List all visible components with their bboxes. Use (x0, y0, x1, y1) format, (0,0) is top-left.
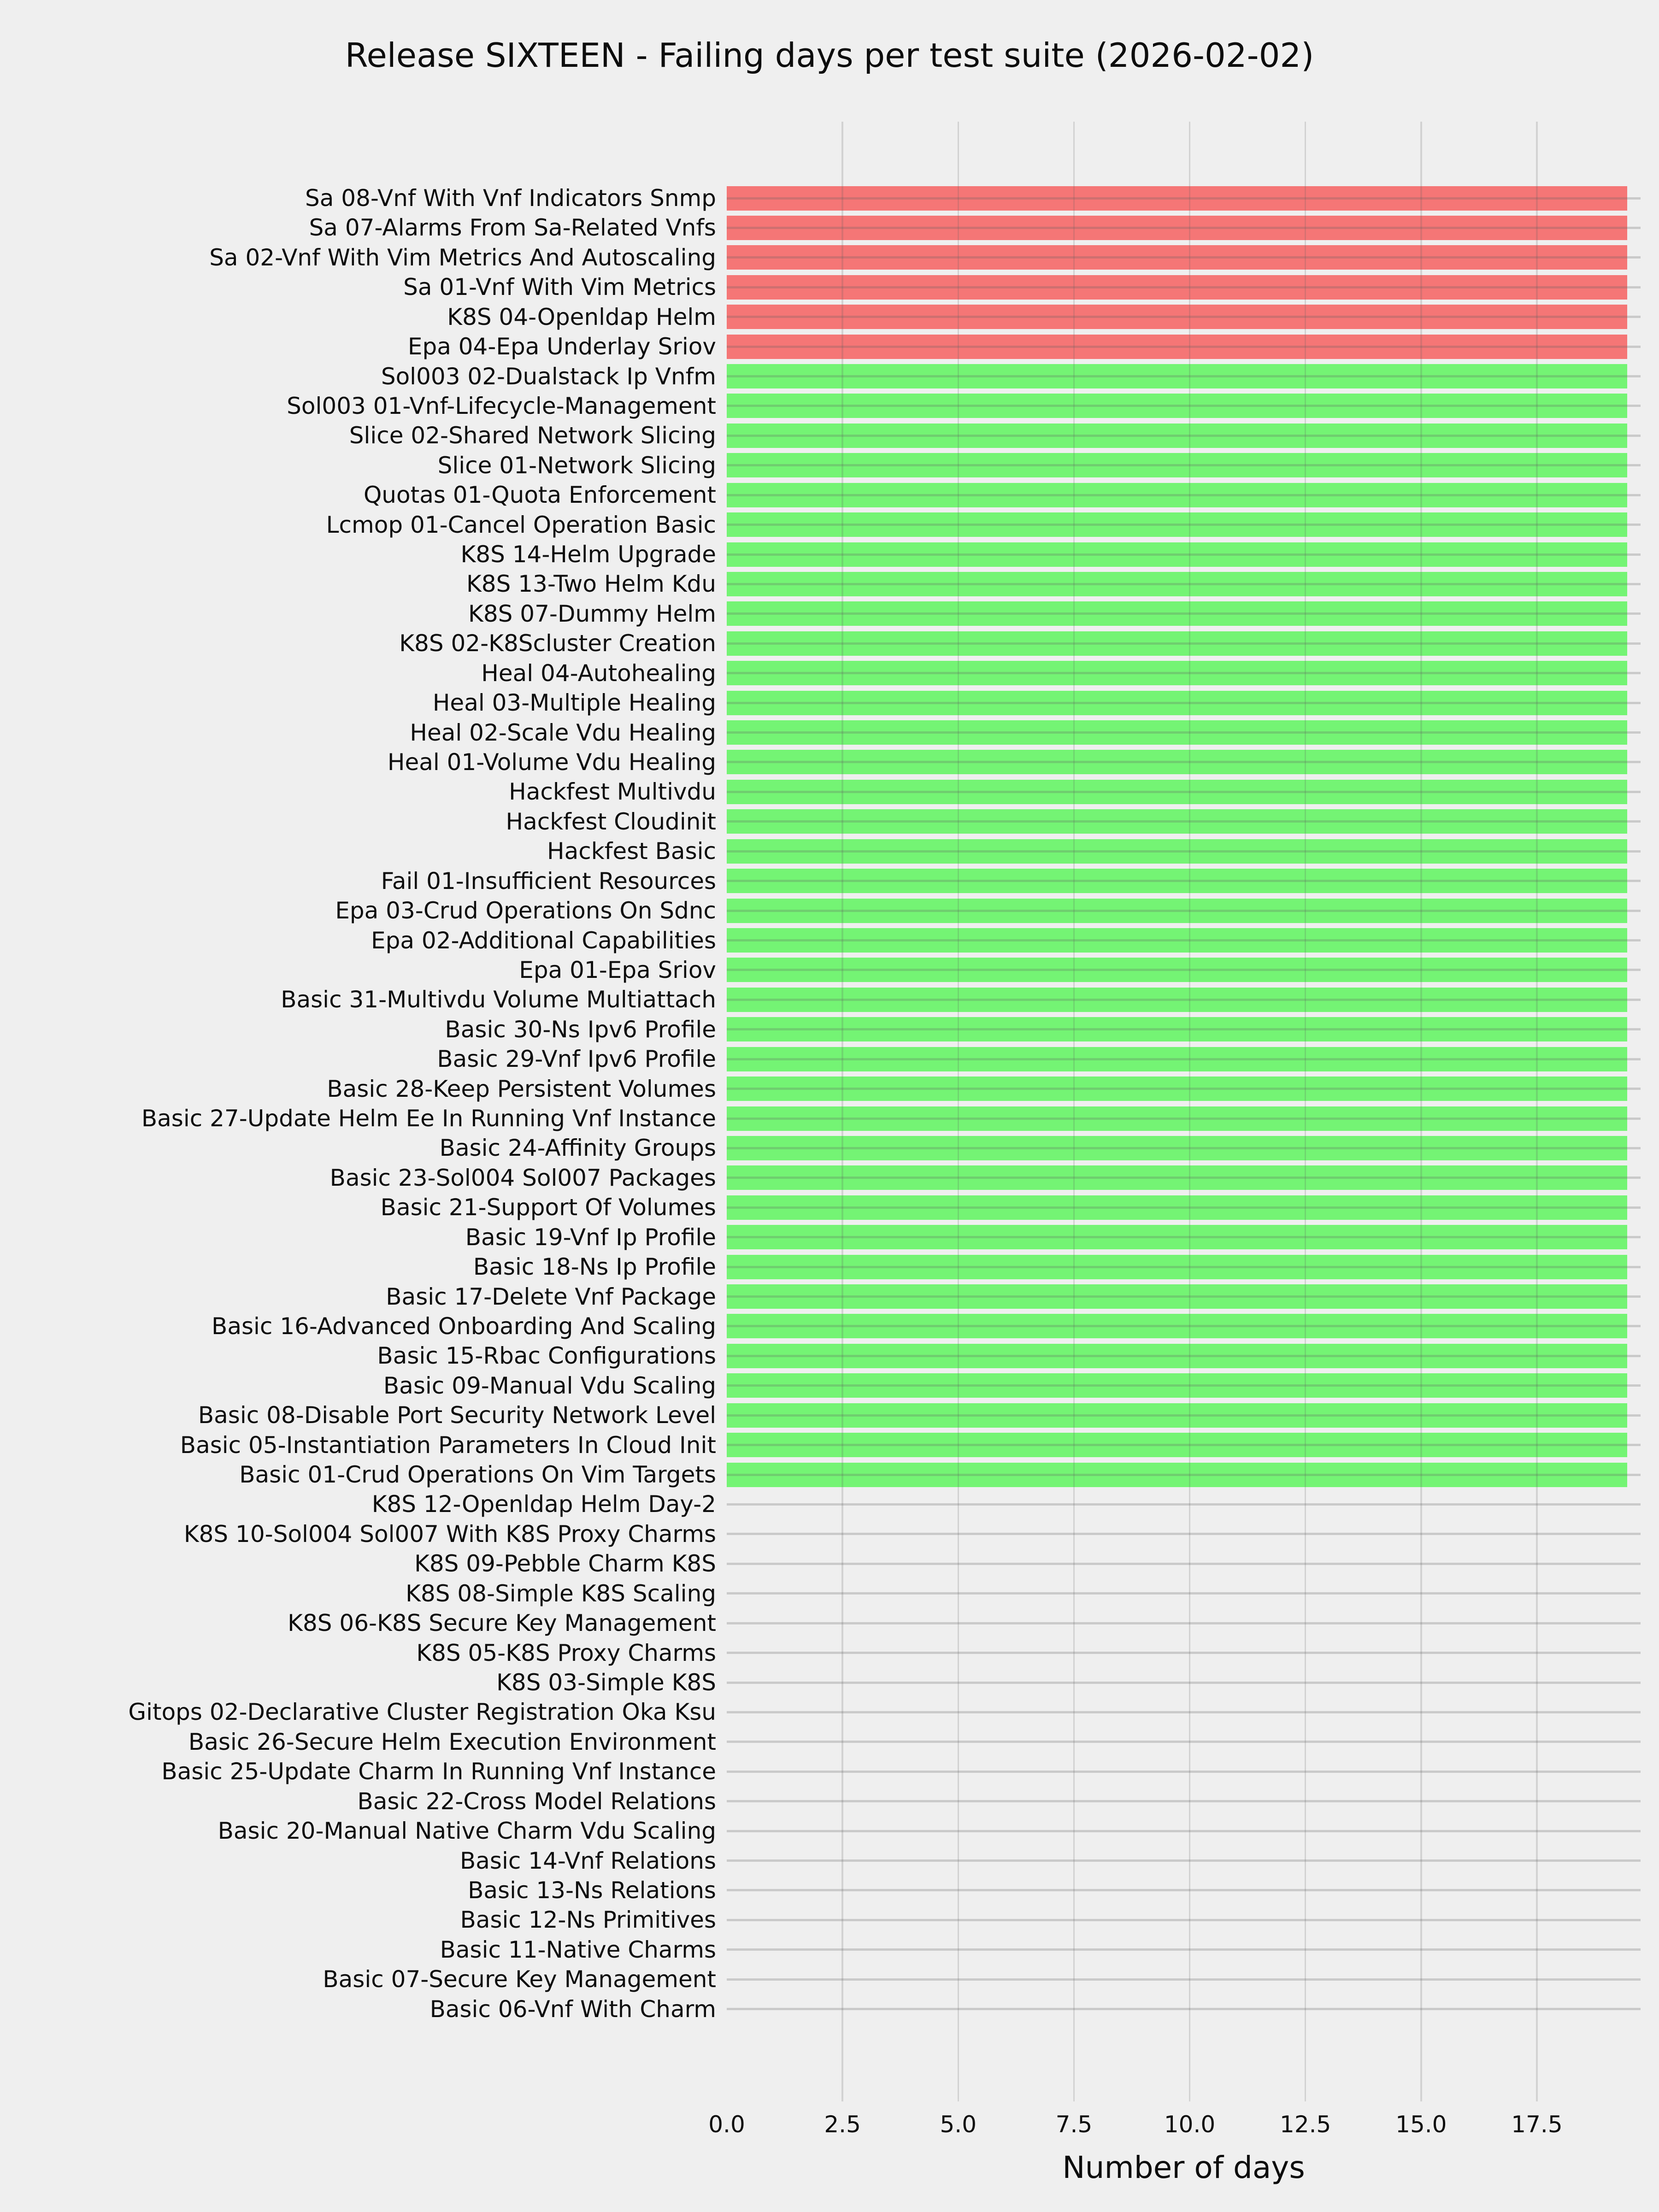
y-gridline (727, 1741, 1641, 1743)
y-gridline (727, 405, 1641, 407)
y-gridline (727, 375, 1641, 377)
y-tick-label: K8S 07-Dummy Helm (468, 600, 716, 627)
y-gridline (727, 1028, 1641, 1030)
y-gridline (727, 1563, 1641, 1565)
y-tick-label: Basic 24-Affinity Groups (439, 1135, 716, 1162)
y-gridline (727, 1622, 1641, 1624)
y-tick-label: Basic 27-Update Helm Ee In Running Vnf Instance (141, 1105, 716, 1132)
y-gridline (727, 1355, 1641, 1357)
x-tick-label: 10.0 (1164, 2111, 1216, 2138)
y-gridline (727, 1384, 1641, 1387)
y-tick-label: Basic 07-Secure Key Management (323, 1966, 716, 1993)
y-tick-label: K8S 05-K8S Proxy Charms (416, 1639, 716, 1666)
y-tick-label: Heal 01-Volume Vdu Healing (387, 748, 716, 776)
y-gridline (727, 612, 1641, 615)
y-gridline (727, 1177, 1641, 1179)
y-gridline (727, 464, 1641, 466)
y-tick-label: Sa 01-Vnf With Vim Metrics (403, 274, 716, 301)
y-tick-label: Basic 15-Rbac Configurations (377, 1342, 716, 1370)
x-tick-label: 5.0 (940, 2111, 977, 2138)
y-gridline (727, 1948, 1641, 1951)
y-gridline (727, 1919, 1641, 1921)
x-gridline (958, 122, 959, 2101)
y-gridline (727, 1118, 1641, 1120)
y-tick-label: K8S 04-Openldap Helm (447, 303, 716, 330)
y-gridline (727, 1889, 1641, 1891)
y-gridline (727, 1503, 1641, 1506)
y-gridline (727, 256, 1641, 259)
y-tick-label: Basic 14-Vnf Relations (459, 1847, 716, 1874)
y-tick-label: K8S 10-Sol004 Sol007 With K8S Proxy Charms (183, 1520, 716, 1547)
y-tick-label: Basic 23-Sol004 Sol007 Packages (329, 1164, 716, 1191)
y-tick-label: Hackfest Multivdu (509, 778, 716, 806)
y-tick-label: Basic 16-Advanced Onboarding And Scaling (212, 1312, 716, 1340)
y-tick-label: Basic 08-Disable Port Security Network Level (198, 1402, 716, 1429)
y-tick-label: Epa 02-Additional Capabilities (371, 927, 716, 954)
x-axis-label: Number of days (1062, 2150, 1305, 2185)
x-gridline (1420, 122, 1422, 2101)
x-gridline (1536, 122, 1537, 2101)
y-gridline (727, 316, 1641, 318)
y-gridline (727, 1414, 1641, 1417)
x-tick-label: 0.0 (708, 2111, 745, 2138)
y-tick-label: Basic 05-Instantiation Parameters In Cloud Init (180, 1431, 716, 1459)
plot-area (727, 122, 1641, 2101)
y-tick-label: Hackfest Cloudinit (506, 808, 716, 835)
y-tick-label: Basic 20-Manual Native Charm Vdu Scaling (218, 1818, 716, 1845)
y-gridline (727, 1206, 1641, 1209)
y-gridline (727, 2008, 1641, 2010)
y-tick-label: Epa 04-Epa Underlay Sriov (407, 333, 716, 360)
y-gridline (727, 969, 1641, 971)
y-tick-label: Sol003 01-Vnf-Lifecycle-Management (287, 392, 716, 419)
y-gridline (727, 1592, 1641, 1594)
y-gridline (727, 820, 1641, 823)
y-gridline (727, 1533, 1641, 1535)
y-gridline (727, 524, 1641, 526)
y-gridline (727, 494, 1641, 496)
y-gridline (727, 1711, 1641, 1713)
y-tick-label: Sa 08-Vnf With Vnf Indicators Snmp (305, 185, 716, 212)
y-gridline (727, 1444, 1641, 1446)
y-tick-label: Basic 09-Manual Vdu Scaling (383, 1372, 716, 1399)
y-gridline (727, 1295, 1641, 1298)
y-tick-label: Basic 18-Ns Ip Profile (473, 1253, 716, 1281)
y-tick-label: Sol003 02-Dualstack Ip Vnfm (381, 363, 716, 390)
y-gridline (727, 910, 1641, 912)
y-tick-label: K8S 06-K8S Secure Key Management (288, 1610, 716, 1637)
y-gridline (727, 1088, 1641, 1090)
y-tick-label: Slice 01-Network Slicing (437, 452, 716, 479)
y-tick-label: Basic 11-Native Charms (440, 1936, 716, 1963)
y-gridline (727, 435, 1641, 437)
y-gridline (727, 227, 1641, 229)
y-gridline (727, 1325, 1641, 1327)
y-gridline (727, 642, 1641, 645)
y-gridline (727, 197, 1641, 200)
y-gridline (727, 1266, 1641, 1268)
y-tick-label: Basic 21-Support Of Volumes (380, 1194, 716, 1221)
y-tick-label: Basic 29-Vnf Ipv6 Profile (437, 1046, 716, 1073)
y-gridline (727, 850, 1641, 853)
y-gridline (727, 1147, 1641, 1149)
y-tick-label: K8S 14-Helm Upgrade (460, 541, 716, 568)
y-gridline (727, 999, 1641, 1001)
y-gridline (727, 286, 1641, 288)
x-gridline (1305, 122, 1306, 2101)
y-tick-label: Basic 26-Secure Helm Execution Environment (188, 1728, 716, 1755)
y-tick-label: Basic 28-Keep Persistent Volumes (327, 1075, 716, 1102)
y-gridline (727, 761, 1641, 763)
y-tick-label: Basic 30-Ns Ipv6 Profile (445, 1016, 716, 1043)
x-gridline (1189, 122, 1190, 2101)
y-tick-label: Basic 13-Ns Relations (468, 1877, 716, 1904)
y-gridline (727, 1830, 1641, 1832)
y-tick-label: K8S 12-Openldap Helm Day-2 (371, 1491, 716, 1518)
y-gridline (727, 346, 1641, 348)
y-gridline (727, 583, 1641, 585)
y-gridline (727, 1474, 1641, 1476)
y-tick-label: Heal 02-Scale Vdu Healing (410, 719, 716, 746)
y-gridline (727, 1058, 1641, 1060)
y-gridline (727, 1859, 1641, 1862)
y-gridline (727, 1236, 1641, 1238)
y-gridline (727, 1771, 1641, 1773)
y-tick-label: K8S 03-Simple K8S (496, 1669, 716, 1696)
y-tick-label: Heal 04-Autohealing (481, 659, 716, 687)
y-tick-label: Basic 31-Multivdu Volume Multiattach (281, 986, 716, 1013)
y-gridline (727, 1652, 1641, 1654)
y-tick-label: Fail 01-Insufficient Resources (381, 867, 716, 894)
y-tick-label: Gitops 02-Declarative Cluster Registration Oka Ksu (128, 1699, 716, 1726)
y-tick-label: Lcmop 01-Cancel Operation Basic (326, 511, 716, 538)
y-tick-label: Heal 03-Multiple Healing (432, 689, 716, 717)
y-tick-label: Epa 01-Epa Sriov (519, 956, 716, 983)
y-gridline (727, 880, 1641, 882)
y-tick-label: Basic 25-Update Charm In Running Vnf Instance (161, 1758, 716, 1785)
y-gridline (727, 939, 1641, 941)
x-gridline (841, 122, 843, 2101)
y-tick-label: K8S 08-Simple K8S Scaling (406, 1580, 716, 1607)
y-gridline (727, 672, 1641, 674)
y-tick-label: Sa 07-Alarms From Sa-Related Vnfs (309, 214, 716, 241)
y-tick-label: K8S 13-Two Helm Kdu (466, 571, 716, 598)
x-tick-label: 12.5 (1280, 2111, 1331, 2138)
y-gridline (727, 1978, 1641, 1981)
y-tick-label: Basic 12-Ns Primitives (460, 1906, 716, 1934)
y-tick-label: Hackfest Basic (547, 838, 716, 865)
x-tick-label: 17.5 (1511, 2111, 1563, 2138)
y-tick-label: Sa 02-Vnf With Vim Metrics And Autoscaling (209, 244, 716, 271)
y-tick-label: Slice 02-Shared Network Slicing (349, 422, 716, 449)
y-tick-label: Basic 01-Crud Operations On Vim Targets (239, 1461, 716, 1488)
y-tick-label: Quotas 01-Quota Enforcement (363, 482, 716, 509)
y-tick-label: Basic 19-Vnf Ip Profile (465, 1224, 716, 1251)
x-tick-label: 15.0 (1395, 2111, 1447, 2138)
y-tick-label: Epa 03-Crud Operations On Sdnc (335, 897, 716, 924)
x-gridline (1073, 122, 1075, 2101)
y-tick-label: K8S 09-Pebble Charm K8S (414, 1550, 716, 1577)
y-gridline (727, 791, 1641, 793)
chart-title: Release SIXTEEN - Failing days per test suite (2026-02-02) (345, 36, 1314, 75)
y-tick-label: Basic 22-Cross Model Relations (357, 1788, 716, 1815)
x-tick-label: 2.5 (824, 2111, 861, 2138)
x-tick-label: 7.5 (1055, 2111, 1093, 2138)
y-gridline (727, 1800, 1641, 1802)
y-tick-label: Basic 06-Vnf With Charm (429, 1995, 716, 2023)
y-gridline (727, 553, 1641, 556)
y-gridline (727, 702, 1641, 704)
y-tick-label: K8S 02-K8Scluster Creation (399, 630, 716, 657)
y-gridline (727, 731, 1641, 734)
y-tick-label: Basic 17-Delete Vnf Package (386, 1283, 716, 1310)
y-gridline (727, 1682, 1641, 1684)
